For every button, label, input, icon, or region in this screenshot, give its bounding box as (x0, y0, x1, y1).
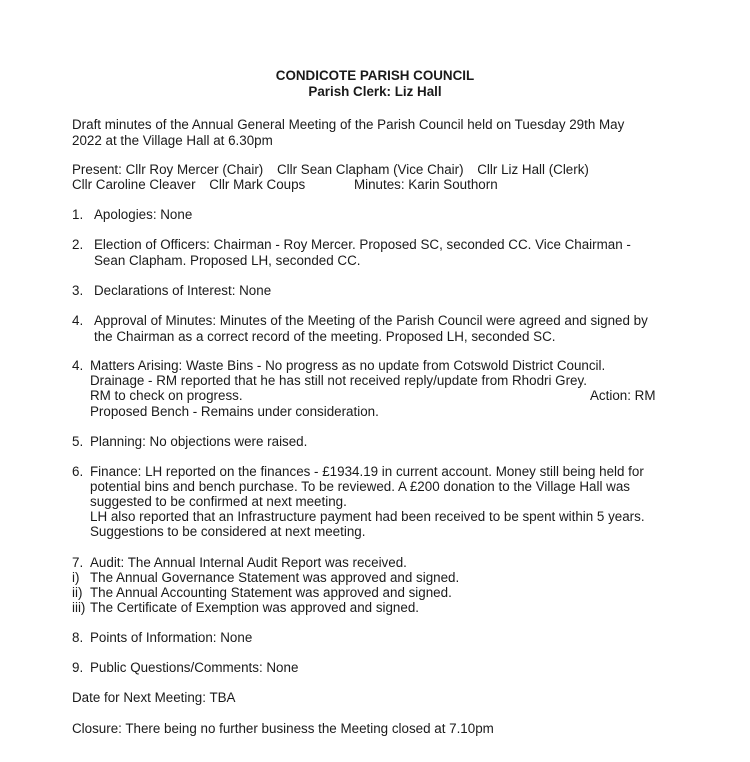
item-matters-line-2: Drainage - RM reported that he has still not received reply/update from Rhodri Grey. (90, 373, 587, 388)
item-matters-line-1: Matters Arising: Waste Bins - No progress as no update from Cotswold District Council. (90, 358, 606, 373)
item-matters-line-4: Proposed Bench - Remains under consideration. (90, 404, 379, 419)
audit-governance: The Annual Governance Statement was approved and signed. (90, 570, 460, 585)
present-member-2: Cllr Mark Coups (209, 177, 306, 192)
item-number: 4. (72, 313, 84, 328)
item-number: 9. (72, 660, 84, 675)
item-number: 8. (72, 630, 84, 645)
item-finance-line-1: Finance: LH reported on the finances - £1934.19 in current account. Money still being held for (90, 464, 644, 479)
intro-line-1: Draft minutes of the Annual General Meeting of the Parish Council held on Tuesday 29th May (72, 117, 625, 132)
item-finance-line-2: potential bins and bench purchase. To be reviewed. A £200 donation to the Village Hall was (90, 479, 630, 494)
audit-sub-number: iii) (72, 600, 86, 615)
next-meeting: Date for Next Meeting: TBA (72, 690, 236, 705)
present-label: Present: (72, 162, 122, 177)
intro-line-2: 2022 at the Village Hall at 6.30pm (72, 133, 273, 148)
item-points-of-information: Points of Information: None (90, 630, 253, 645)
item-election-line-1: Election of Officers: Chairman - Roy Mercer. Proposed SC, seconded CC. Vice Chairman - (94, 237, 631, 252)
present-member-1: Cllr Caroline Cleaver (72, 177, 196, 192)
audit-exemption: The Certificate of Exemption was approved and signed. (90, 600, 419, 615)
item-number: 5. (72, 434, 84, 449)
item-approval-line-2: the Chairman as a correct record of the meeting. Proposed LH, seconded SC. (94, 329, 556, 344)
clerk-heading: Parish Clerk: Liz Hall (308, 84, 442, 99)
present-line-2 (72, 177, 498, 193)
item-number: 2. (72, 237, 84, 252)
item-apologies: Apologies: None (94, 207, 193, 222)
item-matters-line-3: RM to check on progress. (90, 388, 243, 403)
item-election-line-2: Sean Clapham. Proposed LH, seconded CC. (94, 253, 361, 268)
audit-accounting: The Annual Accounting Statement was approved and signed. (90, 585, 452, 600)
item-planning: Planning: No objections were raised. (90, 434, 308, 449)
audit-sub-number: i) (72, 570, 80, 585)
item-declarations: Declarations of Interest: None (94, 283, 272, 298)
action-rm: Action: RM (590, 388, 656, 403)
item-number: 1. (72, 207, 84, 222)
present-chair: Cllr Roy Mercer (Chair) (125, 162, 264, 177)
item-approval-line-1: Approval of Minutes: Minutes of the Meeting of the Parish Council were agreed and signed by (94, 313, 648, 328)
council-title: CONDICOTE PARISH COUNCIL (275, 68, 475, 83)
item-number: 7. (72, 555, 84, 570)
item-number: 3. (72, 283, 84, 298)
present-minutes: Minutes: Karin Southorn (353, 177, 498, 192)
present-vice-chair: Cllr Sean Clapham (Vice Chair) (276, 162, 464, 177)
closure: Closure: There being no further business the Meeting closed at 7.10pm (72, 721, 494, 736)
item-audit: Audit: The Annual Internal Audit Report was received. (90, 555, 407, 570)
item-number: 4. (72, 358, 84, 373)
item-public-questions: Public Questions/Comments: None (90, 660, 299, 675)
item-finance-line-3: suggested to be confirmed at next meeting. (90, 494, 347, 509)
audit-sub-number: ii) (72, 585, 83, 600)
item-number: 6. (72, 464, 84, 479)
present-line-1 (72, 162, 589, 178)
item-finance-line-4: LH also reported that an Infrastructure payment had been received to be spent within 5 years. (90, 509, 645, 524)
present-clerk: Cllr Liz Hall (Clerk) (477, 162, 589, 177)
item-finance-line-5: Suggestions to be considered at next meeting. (90, 524, 366, 539)
